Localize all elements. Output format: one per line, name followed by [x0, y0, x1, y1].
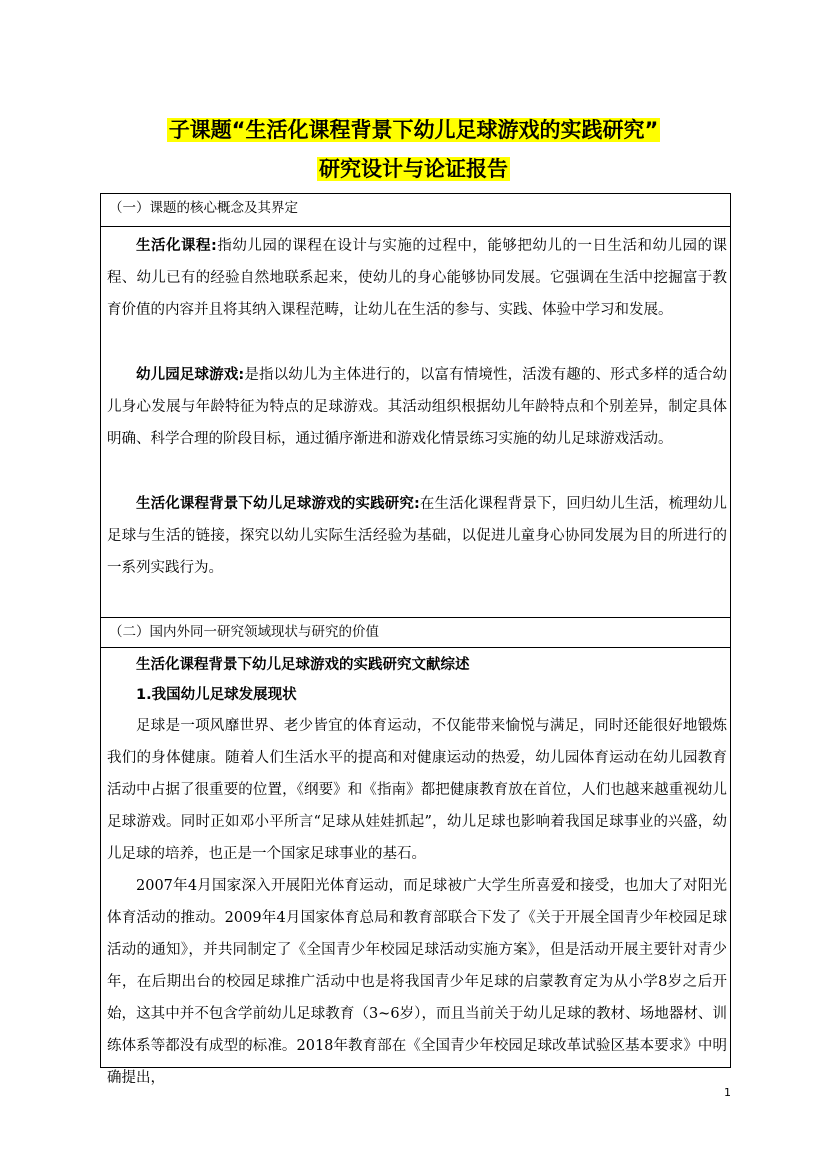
title-line-2 — [0, 153, 827, 183]
body-paragraph-1: 足球是一项风靡世界、老少皆宜的体育运动，不仅能带来愉悦与满足，同时还能很好地锻炼我们的身体健康。随着人们生活水平的提高和对健康运动的热爱，幼儿园体育运动在幼儿园教育活动中占据了很重要的位置，《纲要》和《指南》都把健康教育放在首位，人们也越来越重视幼儿足球游戏。同时正如邓小平所言“足球从娃娃抓起”，幼儿足球也影响着我国足球事业的兴盛，幼儿足球的培养，也正是一个国家足球事业的基石。 — [107, 718, 727, 862]
definition-paragraph-1 — [107, 230, 727, 326]
page-number: 1 — [724, 1086, 731, 1099]
definition-text-3: 在生活化课程背景下，回归幼儿生活，梳理幼儿足球与生活的链接，探究以幼儿实际生活经验为基础，以促进儿童身心协同发展为目的所进行的一系列实践行为。 — [107, 496, 728, 576]
definition-text-1: 指幼儿园的课程在设计与实施的过程中，能够把幼儿的一日生活和幼儿园的课程、幼儿已有的经验自然地联系起来，使幼儿的身心能够协同发展。它强调在生活中挖掘富于教育价值的内容并且将其纳入课程范畴，让幼儿在生活的参与、实践、体验中学习和发展。 — [107, 238, 727, 318]
section-2-heading: （二）国内外同一研究领域现状与研究的价值 — [100, 617, 731, 648]
definition-text-2: 是指以幼儿为主体进行的，以富有情境性，活泼有趣的、形式多样的适合幼儿身心发展与年龄特征为特点的足球游戏。其活动组织根据幼儿年龄特点和个别差异，制定具体明确、科学合理的阶段目标，通过循序渐进和游戏化情景练习实施的幼儿足球游戏活动。 — [107, 367, 727, 447]
section-1-heading: （一）课题的核心概念及其界定 — [100, 193, 731, 227]
definition-paragraph-2 — [107, 359, 727, 455]
paragraph-spacer — [107, 455, 727, 488]
section-1-body — [100, 226, 731, 618]
definition-paragraph-3 — [107, 488, 727, 584]
subsection-heading: 1.我国幼儿足球发展现状 — [136, 687, 297, 703]
definition-term-1: 生活化课程: — [136, 238, 217, 254]
definition-term-3: 生活化课程背景下幼儿足球游戏的实践研究: — [136, 496, 420, 512]
title-line-1 — [0, 114, 827, 144]
paragraph-spacer — [107, 326, 727, 359]
section-2-body — [100, 647, 731, 1086]
review-title: 生活化课程背景下幼儿足球游戏的实践研究文献综述 — [136, 657, 470, 673]
title-line-1-text: 子课题“生活化课程背景下幼儿足球游戏的实践研究” — [168, 118, 659, 142]
title-line-2-text: 研究设计与论证报告 — [319, 157, 508, 181]
definition-term-2: 幼儿园足球游戏: — [136, 367, 245, 383]
body-paragraph-2: 2007年4月国家深入开展阳光体育运动，而足球被广大学生所喜爱和接受，也加大了对阳光体育活动的推动。2009年4月国家体育总局和教育部联合下发了《关于开展全国青少年校园足球活动的通知》，并共同制定了《全国青少年校园足球活动实施方案》，但是活动开展主要针对青少年，在后期出台的校园足球推广活动中也是将我国青少年足球的启蒙教育定为从小学8岁之后开始，这其中并不包含学前幼儿足球教育（3~6岁），而且当前关于幼儿足球的教材、场地器材、训练体系等都没有成型的标准。2018年教育部在《全国青少年校园足球改革试验区基本要求》中明确提出， — [107, 878, 727, 1086]
